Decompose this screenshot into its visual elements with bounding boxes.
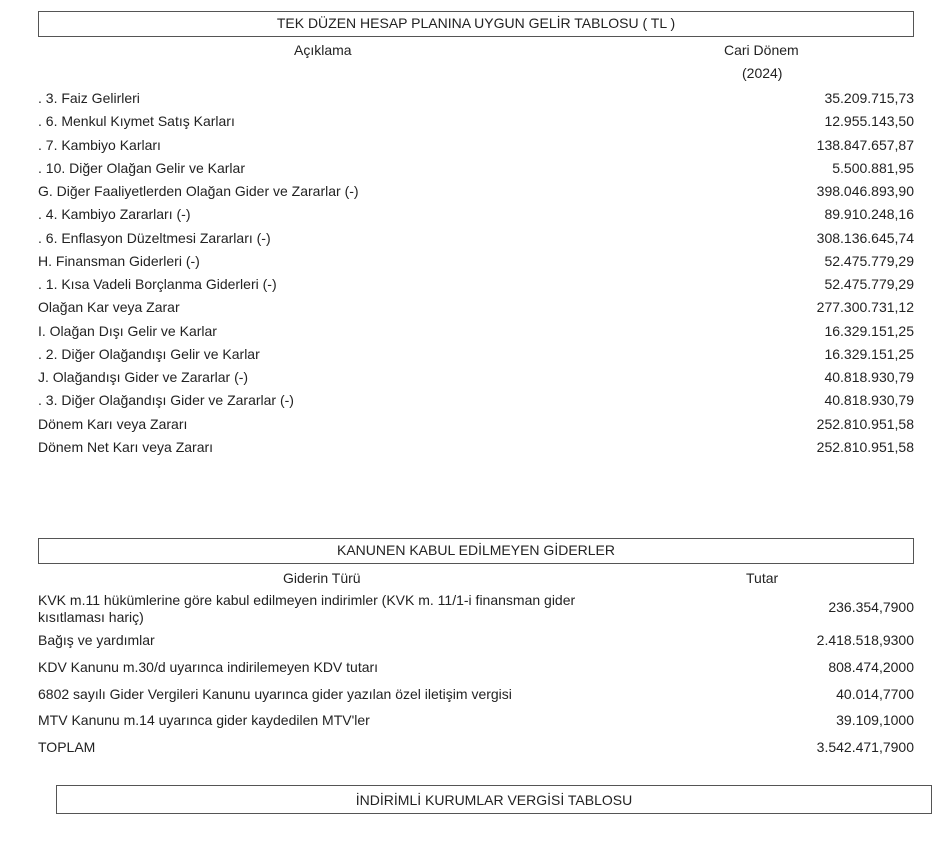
expense-type-label: KDV Kanunu m.30/d uyarınca indirilemeyen KDV tutarı: [38, 659, 379, 675]
row-label: . 10. Diğer Olağan Gelir ve Karlar: [38, 159, 245, 176]
income-statement-row: [38, 413, 914, 435]
row-value: 40.818.930,79: [824, 392, 914, 409]
income-statement-row: [38, 134, 914, 156]
col-header-year: (2024): [742, 65, 783, 81]
row-label: Olağan Kar veya Zarar: [38, 299, 180, 316]
non-deductible-title-box: [38, 538, 914, 564]
col-header-amount: Tutar: [746, 570, 779, 586]
income-statement-row: [38, 273, 914, 295]
income-statement-row: [38, 436, 914, 458]
expense-type-label: TOPLAM: [38, 739, 96, 755]
row-label: Dönem Net Karı veya Zararı: [38, 438, 214, 455]
income-statement-row: [38, 320, 914, 342]
row-label: Dönem Karı veya Zararı: [38, 415, 188, 432]
non-deductible-title: KANUNEN KABUL EDİLMEYEN GİDERLER: [337, 542, 615, 558]
reduced-tax-title-box: [56, 785, 932, 814]
col-header-current-period: Cari Dönem: [724, 42, 799, 58]
row-value: 252.810.951,58: [816, 438, 914, 455]
income-statement-row: [38, 343, 914, 365]
row-value: 5.500.881,95: [832, 159, 914, 176]
row-label: . 1. Kısa Vadeli Borçlanma Giderleri (-): [38, 276, 277, 292]
row-value: 12.955.143,50: [824, 113, 914, 130]
row-label: I. Olağan Dışı Gelir ve Karlar: [38, 322, 217, 339]
income-statement-row: [38, 227, 914, 249]
row-label: . 4. Kambiyo Zararları (-): [38, 206, 191, 223]
row-value: 308.136.645,74: [816, 229, 914, 246]
expense-amount: 808.474,2000: [828, 659, 914, 675]
row-value: 52.475.779,29: [824, 276, 914, 292]
income-statement-row: [38, 110, 914, 132]
row-value: 398.046.893,90: [816, 183, 914, 199]
income-statement-row: [38, 389, 914, 411]
row-label: . 3. Diğer Olağandışı Gider ve Zararlar (-): [38, 392, 294, 409]
row-label: . 6. Enflasyon Düzeltmesi Zararları (-): [38, 229, 271, 246]
income-statement-row: [38, 366, 914, 388]
income-statement-row: [38, 250, 914, 272]
row-value: 16.329.151,25: [824, 322, 914, 339]
row-value: 89.910.248,16: [824, 206, 914, 223]
expense-amount: 2.418.518,9300: [816, 632, 914, 648]
income-statement-title-box: [38, 11, 914, 37]
expense-amount: 39.109,1000: [836, 712, 914, 728]
expense-type-label: KVK m.11 hükümlerine göre kabul edilmeyen indirimler (KVK m. 11/1-i finansman gider kısıtlaması hariç): [38, 592, 576, 625]
col-header-description: Açıklama: [294, 42, 352, 58]
reduced-tax-title: İNDİRİMLİ KURUMLAR VERGİSİ TABLOSU: [355, 792, 633, 808]
row-value: 138.847.657,87: [816, 136, 914, 153]
row-value: 252.810.951,58: [816, 415, 914, 432]
row-label: . 7. Kambiyo Karları: [38, 136, 161, 153]
expense-type-label: Bağış ve yardımlar: [38, 632, 155, 648]
income-statement-row: [38, 87, 914, 109]
row-value: 35.209.715,73: [824, 90, 914, 106]
expense-amount: 3.542.471,7900: [816, 739, 914, 755]
row-label: . 6. Menkul Kıymet Satış Karları: [38, 113, 235, 130]
row-value: 16.329.151,25: [824, 345, 914, 362]
expense-amount: 40.014,7700: [836, 686, 914, 702]
row-value: 277.300.731,12: [816, 299, 914, 316]
row-label: J. Olağandışı Gider ve Zararlar (-): [38, 369, 249, 385]
row-value: 52.475.779,29: [824, 252, 914, 269]
row-value: 40.818.930,79: [824, 369, 914, 385]
row-label: . 2. Diğer Olağandışı Gelir ve Karlar: [38, 345, 260, 362]
expense-type-label: MTV Kanunu m.14 uyarınca gider kaydedilen MTV'ler: [38, 712, 370, 728]
income-statement-row: [38, 180, 914, 202]
expense-amount: 236.354,7900: [828, 599, 914, 615]
col-header-expense-type: Giderin Türü: [283, 570, 361, 586]
income-statement-title: TEK DÜZEN HESAP PLANINA UYGUN GELİR TABLOSU ( TL ): [276, 15, 676, 31]
expense-type-label: 6802 sayılı Gider Vergileri Kanunu uyarınca gider yazılan özel iletişim vergisi: [38, 686, 512, 702]
income-statement-row: [38, 296, 914, 318]
row-label: G. Diğer Faaliyetlerden Olağan Gider ve Zararlar (-): [38, 183, 359, 199]
row-label: . 3. Faiz Gelirleri: [38, 90, 140, 106]
row-label: H. Finansman Giderleri (-): [38, 252, 200, 269]
income-statement-row: [38, 203, 914, 225]
income-statement-row: [38, 157, 914, 179]
